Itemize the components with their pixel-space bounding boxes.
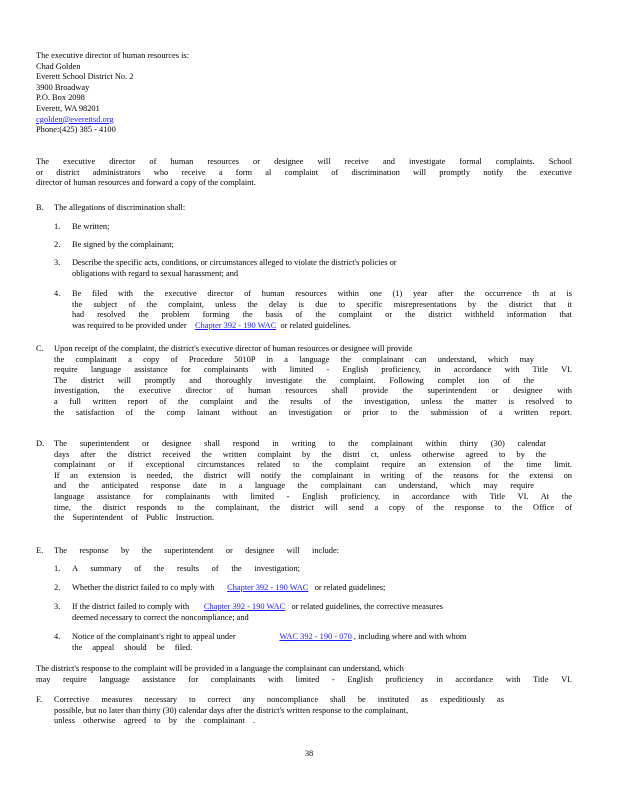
section-f-line: Corrective measures necessary to correct any noncompliance shall be instituted as expeditiously as xyxy=(54,695,504,704)
wac-section-link[interactable]: WAC 392 - 190 - 070 xyxy=(279,632,352,641)
section-e-label: E. xyxy=(36,546,44,555)
section-e-item-3 xyxy=(72,602,572,623)
section-e-item-text: A summary of the results of the investigation; xyxy=(72,564,300,573)
response-paragraph xyxy=(36,664,572,685)
contact-email-link[interactable]: cgolden@everettsd.org xyxy=(36,114,114,124)
section-b-item-text: obligations with regard to sexual harassment; and xyxy=(72,268,239,278)
intro-line: The executive director of human resources or designee will receive and investigate formal complaints. School xyxy=(36,157,572,166)
section-c-paragraph xyxy=(54,344,572,418)
section-b-item-text: was required to be provided under xyxy=(72,320,187,330)
contact-po-box: P.O. Box 2098 xyxy=(36,93,85,103)
section-e-item-number: 3. xyxy=(54,602,61,611)
section-b-item-number: 3. xyxy=(54,258,61,267)
section-e-item-number: 2. xyxy=(54,583,61,592)
section-b-heading: The allegations of discrimination shall: xyxy=(54,203,186,212)
wac-chapter-link[interactable]: Chapter 392 - 190 WAC xyxy=(227,583,309,592)
section-e-item-text: deemed necessary to correct the noncompliance; and xyxy=(72,612,249,622)
section-e-item-text: , including where and with whom xyxy=(353,632,467,641)
section-b-item-number: 1. xyxy=(54,222,61,231)
section-c-line: The district will promptly and thoroughly investigate the complaint. Following complet ion of the xyxy=(54,375,534,385)
section-c-line: investigation, the executive director of human resources shall provide the superintendent or designee with xyxy=(54,386,572,396)
contact-street: 3900 Broadway xyxy=(36,82,90,92)
section-d-paragraph xyxy=(54,439,572,524)
section-b-item-number: 2. xyxy=(54,240,61,249)
section-b-item-text: Be signed by the complainant; xyxy=(72,240,174,249)
wac-chapter-link[interactable]: Chapter 392 - 190 WAC xyxy=(195,320,277,330)
section-e-item-number: 4. xyxy=(54,632,61,641)
section-b-item-text: or related guidelines. xyxy=(280,320,351,330)
section-e-heading: The response by the superintendent or designee will include: xyxy=(54,546,339,555)
intro-paragraph xyxy=(36,157,572,189)
section-d-label: D. xyxy=(36,439,45,448)
section-b-item-text: Describe the specific acts, conditions, or circumstances alleged to violate the district's policies or xyxy=(72,258,397,267)
contact-city: Everett, WA 98201 xyxy=(36,103,100,113)
contact-intro: The executive director of human resources is: xyxy=(36,51,190,60)
section-d-line: The superintendent or designee shall respond in writing to the complainant within thirty (30) calendar xyxy=(54,439,546,448)
section-c-label: C. xyxy=(36,344,44,353)
section-f-label: F. xyxy=(36,695,43,704)
section-c-line: the satisfaction of the comp lainant without an investigation or prior to the submission of a written report. xyxy=(54,407,572,417)
section-e-item-4 xyxy=(72,632,572,653)
contact-phone: Phone:(425) 385 - 4100 xyxy=(36,125,116,135)
section-b-item-text: the subject of the complaint, unless the delay is due to specific misrepresentations by the district that it xyxy=(72,299,572,309)
section-c-line: require language assistance for complainants with limited - English proficiency, in accordance with Title VI. xyxy=(54,365,572,375)
section-d-line: the Superintendent of Public Instruction. xyxy=(54,513,215,523)
section-e-item-text: the appeal should be filed. xyxy=(72,642,193,652)
section-b-item-number: 4. xyxy=(54,289,61,298)
wac-chapter-link[interactable]: Chapter 392 - 190 WAC xyxy=(203,602,286,611)
page-number: 38 xyxy=(304,749,314,758)
section-e-item-2 xyxy=(72,583,572,594)
section-e-item-text: or related guidelines, the corrective measures xyxy=(291,602,444,611)
section-f-paragraph xyxy=(54,695,504,727)
section-d-line: language assistance for complainants with limited - English proficiency, in accordance with Title VI. At the xyxy=(54,491,572,501)
section-f-line: possible, but no later than thirty (30) calendar days after the district's written response to the complainant, xyxy=(54,705,409,715)
section-b-item-text: had resolved the problem forming the basis of the complaint or the district withheld information that xyxy=(72,310,572,320)
section-d-line: and the anticipated response date in a language the complainant can understand, which may require xyxy=(54,481,534,491)
section-e-item-text: If the district failed to comply with xyxy=(72,602,190,611)
intro-line: director of human resources and forward a copy of the complaint. xyxy=(36,178,256,188)
section-f-line: unless otherwise agreed to by the complainant . xyxy=(54,716,256,726)
section-c-line: a full written report of the complaint and the results of the investigation, unless the matter is resolved to xyxy=(54,396,572,406)
section-e-item-text: or related guidelines; xyxy=(314,583,386,592)
contact-org: Everett School District No. 2 xyxy=(36,72,134,82)
section-b-item-3 xyxy=(72,258,397,279)
section-e-item-text: Whether the district failed to co mply with xyxy=(72,583,215,592)
section-e-item-text: Notice of the complainant's right to appeal under xyxy=(72,632,236,641)
section-d-line: time, the district responds to the complainant, the district will send a copy of the response to the Office of xyxy=(54,502,572,512)
section-b-item-text: Be written; xyxy=(72,222,110,231)
section-c-line: the complainant a copy of Procedure 5010P in a language the complainant can understand, which may xyxy=(54,354,534,364)
contact-block xyxy=(36,51,572,136)
section-b-item-4 xyxy=(72,289,572,331)
section-d-line: If an extension is needed, the district will notify the complainant in writing of the reasons for the extensi on xyxy=(54,470,572,480)
section-d-line: days after the district received the written complaint by the distri ct, unless otherwise agreed to by the xyxy=(54,449,546,459)
response-line: The district's response to the complaint will be provided in a language the complainant can understand, which xyxy=(36,664,404,673)
section-d-line: complainant or if exceptional circumstances related to the complaint require an extension of the time limit. xyxy=(54,460,572,470)
response-line: may require language assistance for complainants with limited - English proficiency in accordance with Title VI. xyxy=(36,674,572,684)
section-b-label: B. xyxy=(36,203,44,212)
intro-line: or district administrators who receive a form al complaint of discrimination will promptly notify the executive xyxy=(36,167,572,177)
section-c-line: Upon receipt of the complaint, the district's executive director of human resources or designee will provide xyxy=(54,344,413,353)
section-e-item-number: 1. xyxy=(54,564,61,573)
section-b-item-text: Be filed with the executive director of human resources within one (1) year after the occurrence th at is xyxy=(72,289,572,298)
contact-name: Chad Golden xyxy=(36,61,81,71)
